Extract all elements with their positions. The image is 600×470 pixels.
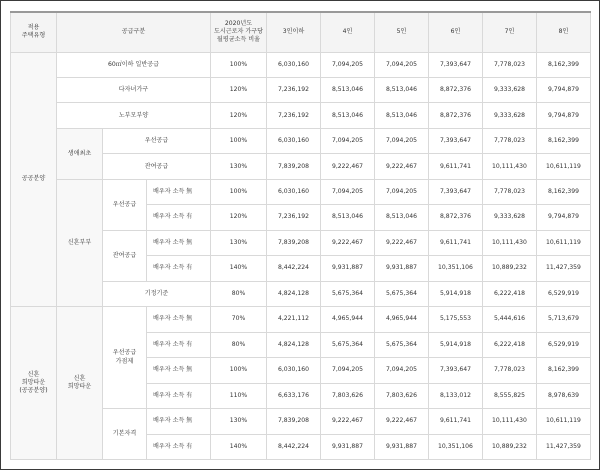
table-row (11, 77, 591, 102)
value-cell: 7,803,626 (321, 383, 375, 408)
header-col-3: 5인 (375, 12, 429, 52)
subgroup-priority-multi-text: 우선공급 가점제 (112, 349, 137, 365)
value-cell: 8,162,399 (537, 179, 591, 204)
value-cell: 10,889,232 (483, 256, 537, 281)
spouse-label: 배우자 소득 無 (147, 358, 211, 383)
value-cell: 6,030,160 (267, 52, 321, 77)
value-cell: 7,393,647 (429, 358, 483, 383)
value-cell: 10,351,106 (429, 434, 483, 459)
value-cell: 9,222,467 (375, 154, 429, 179)
table-row (11, 179, 591, 204)
ratio-cell: 70% (211, 307, 267, 332)
value-cell: 5,675,364 (321, 281, 375, 306)
spouse-label: 배우자 소득 無 (147, 409, 211, 434)
value-cell: 10,611,119 (537, 409, 591, 434)
value-cell: 8,872,376 (429, 103, 483, 128)
value-cell: 9,222,467 (321, 409, 375, 434)
value-cell: 4,965,944 (375, 307, 429, 332)
value-cell: 9,931,887 (321, 256, 375, 281)
header-row (11, 12, 591, 52)
ratio-cell: 120% (211, 103, 267, 128)
row-label: 우선공급 (103, 128, 211, 153)
header-type-text: 적용 주택유형 (21, 24, 46, 40)
value-cell: 6,030,160 (267, 358, 321, 383)
value-cell: 8,513,046 (375, 103, 429, 128)
ratio-cell: 120% (211, 77, 267, 102)
value-cell: 6,030,160 (267, 128, 321, 153)
value-cell: 11,427,359 (537, 256, 591, 281)
group-newlywed: 신혼부부 (57, 179, 103, 306)
header-ratio (211, 12, 267, 52)
value-cell: 5,713,679 (537, 307, 591, 332)
subgroup-basic: 기본자격 (103, 409, 147, 460)
group-newlywed-hope-text: 신혼 희망타운 (공공분양) (19, 370, 48, 395)
ratio-cell: 100% (211, 128, 267, 153)
ratio-cell: 100% (211, 179, 267, 204)
value-cell: 9,611,741 (429, 154, 483, 179)
value-cell: 8,872,376 (429, 77, 483, 102)
value-cell: 7,778,023 (483, 179, 537, 204)
row-label: 잔여공급 (103, 154, 211, 179)
row-label: 다자녀가구 (57, 77, 211, 102)
ratio-cell: 130% (211, 154, 267, 179)
value-cell: 8,513,046 (321, 77, 375, 102)
value-cell: 9,611,741 (429, 409, 483, 434)
ratio-cell: 140% (211, 434, 267, 459)
value-cell: 5,675,364 (321, 332, 375, 357)
value-cell: 10,111,430 (483, 230, 537, 255)
value-cell: 7,839,208 (267, 230, 321, 255)
value-cell: 8,442,224 (267, 256, 321, 281)
subgroup-priority-multi (103, 307, 147, 409)
value-cell: 8,162,399 (537, 128, 591, 153)
value-cell: 6,030,160 (267, 179, 321, 204)
header-col-6: 8인 (537, 12, 591, 52)
value-cell: 7,094,205 (321, 52, 375, 77)
table-row (11, 103, 591, 128)
value-cell: 9,222,467 (321, 154, 375, 179)
group-newlywed-hope-inner-text: 신혼 희망타운 (67, 374, 92, 391)
value-cell: 7,803,626 (375, 383, 429, 408)
group-public: 공공분양 (11, 52, 57, 307)
value-cell: 8,513,046 (321, 103, 375, 128)
value-cell: 9,794,879 (537, 77, 591, 102)
value-cell: 7,778,023 (483, 52, 537, 77)
value-cell: 7,393,647 (429, 179, 483, 204)
value-cell: 6,222,418 (483, 332, 537, 357)
spouse-label: 배우자 소득 有 (147, 434, 211, 459)
value-cell: 7,236,192 (267, 103, 321, 128)
value-cell: 7,094,205 (375, 358, 429, 383)
header-col-1: 3인이하 (267, 12, 321, 52)
value-cell: 7,094,205 (375, 179, 429, 204)
subgroup-general: 잔여공급 (103, 230, 147, 281)
table-row (11, 307, 591, 332)
spouse-label: 배우자 소득 無 (147, 179, 211, 204)
ratio-cell: 130% (211, 409, 267, 434)
value-cell: 10,611,119 (537, 230, 591, 255)
value-cell: 9,222,467 (321, 230, 375, 255)
value-cell: 4,824,128 (267, 332, 321, 357)
value-cell: 4,824,128 (267, 281, 321, 306)
value-cell: 8,872,376 (429, 205, 483, 230)
value-cell: 7,393,647 (429, 128, 483, 153)
value-cell: 9,931,887 (375, 434, 429, 459)
value-cell: 9,333,628 (483, 103, 537, 128)
value-cell: 8,133,012 (429, 383, 483, 408)
ratio-cell: 80% (211, 332, 267, 357)
value-cell: 8,513,046 (375, 77, 429, 102)
value-cell: 4,965,944 (321, 307, 375, 332)
value-cell: 7,393,647 (429, 52, 483, 77)
ratio-cell: 80% (211, 281, 267, 306)
header-col-5: 7인 (483, 12, 537, 52)
ratio-cell: 100% (211, 52, 267, 77)
header-col-2: 4인 (321, 12, 375, 52)
value-cell: 5,914,918 (429, 332, 483, 357)
value-cell: 8,162,399 (537, 358, 591, 383)
value-cell: 9,222,467 (375, 230, 429, 255)
value-cell: 9,794,879 (537, 205, 591, 230)
ratio-cell: 130% (211, 230, 267, 255)
value-cell: 5,175,553 (429, 307, 483, 332)
value-cell: 4,221,112 (267, 307, 321, 332)
value-cell: 9,611,741 (429, 230, 483, 255)
value-cell: 6,222,418 (483, 281, 537, 306)
value-cell: 8,513,046 (321, 205, 375, 230)
header-type (11, 12, 57, 52)
spouse-label: 배우자 소득 無 (147, 307, 211, 332)
value-cell: 7,094,205 (375, 52, 429, 77)
header-supply: 공급구분 (57, 12, 211, 52)
value-cell: 10,889,232 (483, 434, 537, 459)
value-cell: 8,978,639 (537, 383, 591, 408)
spouse-label: 배우자 소득 無 (147, 230, 211, 255)
group-special-first: 생애최초 (57, 128, 103, 179)
value-cell: 5,444,616 (483, 307, 537, 332)
value-cell: 10,611,119 (537, 154, 591, 179)
value-cell: 8,162,399 (537, 52, 591, 77)
group-newlywed-hope (11, 307, 57, 460)
value-cell: 6,633,176 (267, 383, 321, 408)
value-cell: 7,778,023 (483, 128, 537, 153)
table-row (11, 52, 591, 77)
value-cell: 10,111,430 (483, 154, 537, 179)
value-cell: 8,555,825 (483, 383, 537, 408)
value-cell: 7,839,208 (267, 409, 321, 434)
ratio-cell: 140% (211, 256, 267, 281)
value-cell: 9,222,467 (375, 409, 429, 434)
value-cell: 7,236,192 (267, 205, 321, 230)
value-cell: 7,094,205 (375, 128, 429, 153)
row-label: 60㎡이하 일반공급 (57, 52, 211, 77)
row-label: 노부모부양 (57, 103, 211, 128)
ratio-cell: 100% (211, 358, 267, 383)
value-cell: 5,675,364 (375, 281, 429, 306)
spouse-label: 배우자 소득 有 (147, 256, 211, 281)
value-cell: 7,094,205 (321, 128, 375, 153)
header-col-4: 6인 (429, 12, 483, 52)
value-cell: 7,236,192 (267, 77, 321, 102)
table-row (11, 128, 591, 153)
spouse-label: 배우자 소득 有 (147, 205, 211, 230)
row-label: 기정기준 (103, 281, 211, 306)
spouse-label: 배우자 소득 有 (147, 332, 211, 357)
value-cell: 9,333,628 (483, 77, 537, 102)
value-cell: 7,094,205 (321, 358, 375, 383)
group-newlywed-hope-inner (57, 307, 103, 460)
value-cell: 6,529,919 (537, 281, 591, 306)
subgroup-priority: 우선공급 (103, 179, 147, 230)
value-cell: 9,931,887 (321, 434, 375, 459)
header-ratio-text: 2020년도 도시근로자 가구당 월평균소득 비율 (213, 19, 264, 44)
value-cell: 5,914,918 (429, 281, 483, 306)
value-cell: 9,931,887 (375, 256, 429, 281)
value-cell: 9,794,879 (537, 103, 591, 128)
value-cell: 9,333,628 (483, 205, 537, 230)
ratio-cell: 110% (211, 383, 267, 408)
income-criteria-table (10, 11, 591, 460)
value-cell: 11,427,359 (537, 434, 591, 459)
value-cell: 7,094,205 (321, 179, 375, 204)
value-cell: 6,529,919 (537, 332, 591, 357)
value-cell: 8,513,046 (375, 205, 429, 230)
value-cell: 7,839,208 (267, 154, 321, 179)
value-cell: 5,675,364 (375, 332, 429, 357)
ratio-cell: 120% (211, 205, 267, 230)
value-cell: 8,442,224 (267, 434, 321, 459)
value-cell: 10,111,430 (483, 409, 537, 434)
spouse-label: 배우자 소득 有 (147, 383, 211, 408)
value-cell: 7,778,023 (483, 358, 537, 383)
value-cell: 10,351,106 (429, 256, 483, 281)
